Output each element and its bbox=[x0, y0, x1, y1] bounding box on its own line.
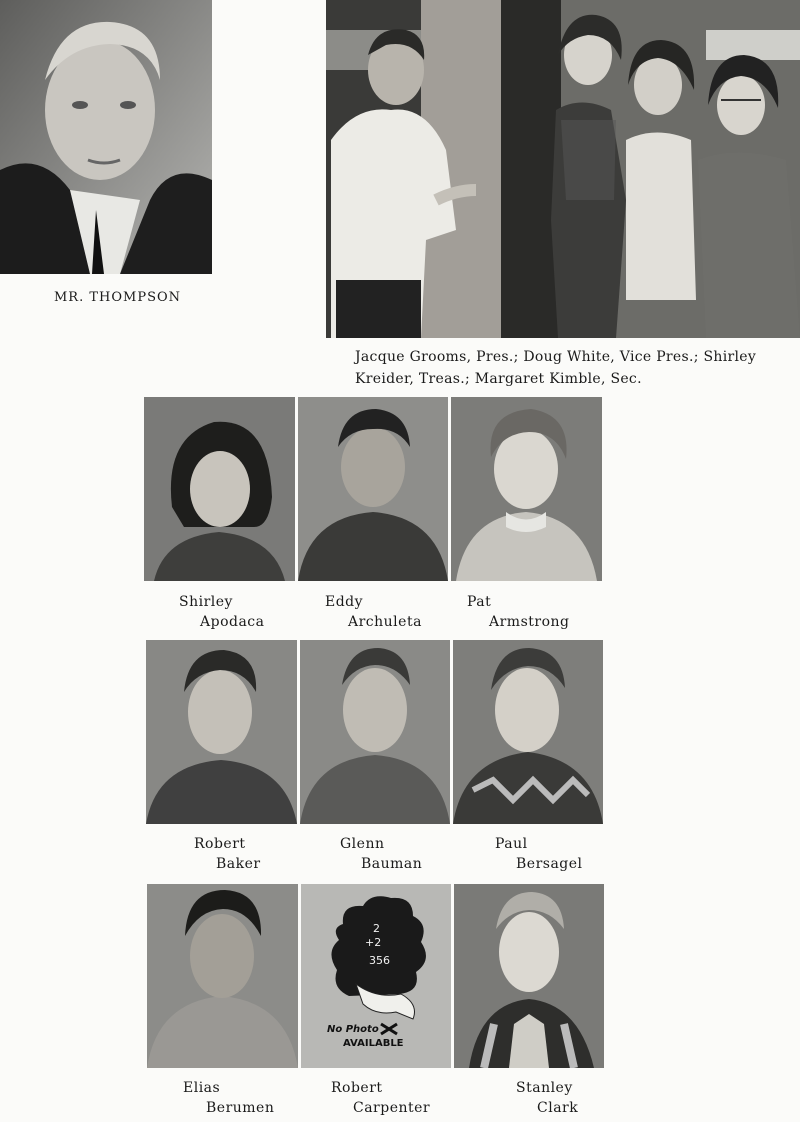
student-last-name-2: Archuleta bbox=[348, 614, 422, 630]
student-photo-4 bbox=[146, 640, 297, 824]
student-first-name-1: Shirley bbox=[179, 594, 233, 610]
student-photo-9 bbox=[454, 884, 604, 1068]
teacher-portrait bbox=[0, 0, 212, 274]
student-first-name-7: Elias bbox=[183, 1080, 221, 1096]
teacher-caption: MR. THOMPSON bbox=[54, 290, 182, 305]
student-photo-2 bbox=[298, 397, 448, 581]
student-photo-1 bbox=[144, 397, 295, 581]
student-last-name-4: Baker bbox=[216, 856, 261, 872]
student-last-name-9: Clark bbox=[537, 1100, 579, 1116]
student-photo-7 bbox=[147, 884, 298, 1068]
student-first-name-8: Robert bbox=[331, 1080, 383, 1096]
student-last-name-5: Bauman bbox=[361, 856, 423, 872]
student-photo-6 bbox=[453, 640, 603, 824]
student-last-name-1: Apodaca bbox=[200, 614, 265, 630]
available-label: AVAILABLE bbox=[343, 1038, 404, 1049]
student-first-name-3: Pat bbox=[467, 594, 492, 610]
student-last-name-8: Carpenter bbox=[353, 1100, 431, 1116]
student-first-name-9: Stanley bbox=[516, 1080, 573, 1096]
no-photo-placeholder bbox=[301, 884, 451, 1068]
student-photo-5 bbox=[300, 640, 450, 824]
student-last-name-7: Berumen bbox=[206, 1100, 275, 1116]
student-photo-3 bbox=[451, 397, 602, 581]
student-first-name-4: Robert bbox=[194, 836, 246, 852]
chalk-digit-2: +2 bbox=[365, 936, 382, 949]
student-last-name-3: Armstrong bbox=[489, 614, 570, 630]
student-first-name-6: Paul bbox=[495, 836, 528, 852]
student-first-name-2: Eddy bbox=[325, 594, 364, 610]
student-last-name-6: Bersagel bbox=[516, 856, 583, 872]
chalk-digit-3: 356 bbox=[369, 954, 390, 967]
student-first-name-5: Glenn bbox=[340, 836, 385, 852]
officers-photo bbox=[326, 0, 800, 338]
officers-caption: Jacque Grooms, Pres.; Doug White, Vice Pres.; Shirley Kreider, Treas.; Margaret Kimble, Sec. bbox=[355, 349, 757, 387]
chalk-digit-1: 2 bbox=[373, 922, 380, 935]
no-photo-label: No Photo bbox=[327, 1024, 379, 1035]
